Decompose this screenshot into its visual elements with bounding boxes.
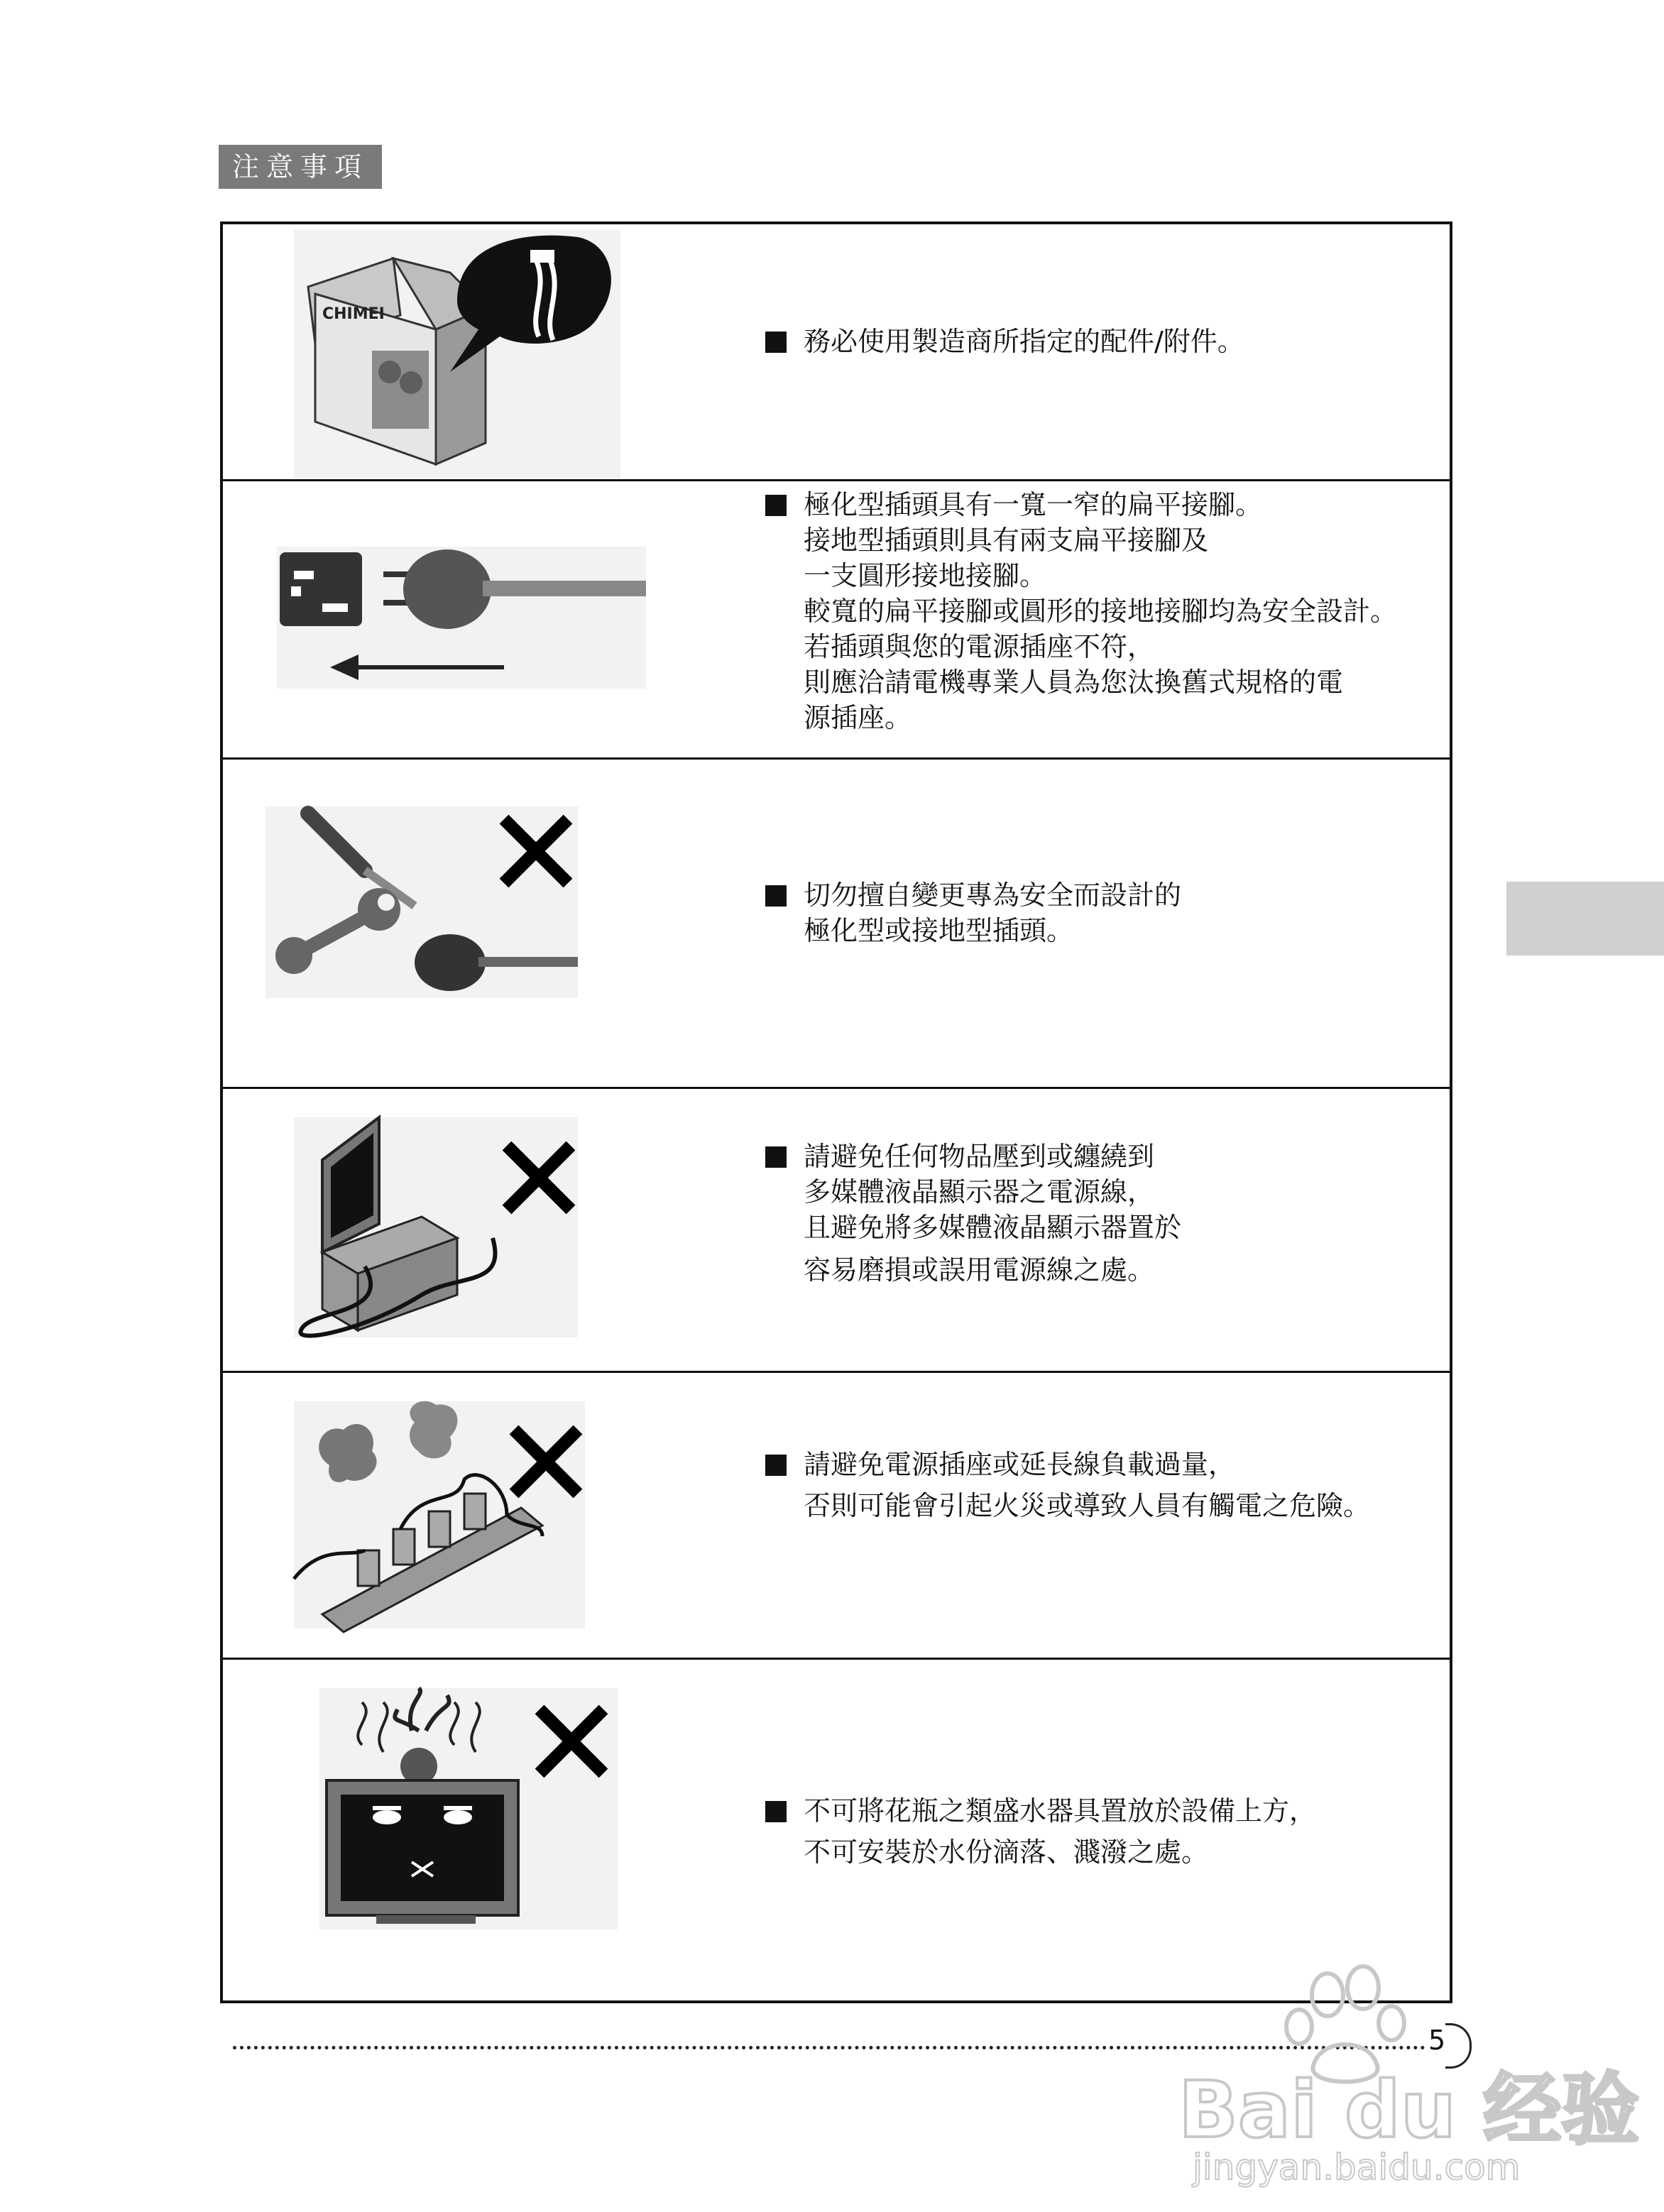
- monitor-cable-illustration: [294, 1117, 592, 1337]
- item-text-line: 一支圓形接地接腳。: [804, 560, 1047, 591]
- item-text: [765, 877, 1181, 948]
- box-brand-text: CHIMEI: [322, 305, 385, 323]
- table-row: [223, 1089, 1450, 1373]
- table-row: [223, 1660, 1450, 2000]
- tools-plug-illustration: [266, 806, 620, 1012]
- bullet-icon: [765, 1146, 787, 1168]
- bullet-icon: [765, 332, 787, 353]
- bullet-icon: [765, 495, 787, 516]
- item-text-line: 不可安裝於水份滴落、濺潑之處。: [804, 1836, 1209, 1868]
- item-text: [765, 1447, 1370, 1523]
- item-text-line: 切勿擅自變更專為安全而設計的: [765, 877, 1181, 913]
- page-number: 5: [1428, 2025, 1446, 2056]
- item-text: [765, 1139, 1181, 1288]
- item-text-line: 務必使用製造商所指定的配件/附件。: [765, 324, 1244, 359]
- item-text-line: 源插座。: [804, 702, 912, 733]
- item-text-line: 請避免任何物品壓到或纏繞到: [765, 1139, 1181, 1174]
- tv-vase-illustration: [319, 1688, 625, 1929]
- item-text-line: 接地型插頭則具有兩支扁平接腳及: [804, 525, 1209, 556]
- baidu-watermark-logo: [1178, 1959, 1640, 2188]
- table-row: [223, 1373, 1450, 1660]
- item-text: [765, 1793, 1316, 1870]
- section-title-tab: 注意事項: [219, 145, 382, 189]
- watermark-brand-text: Bai du 经验: [1178, 2064, 1640, 2155]
- item-text-line: 請避免電源插座或延長線負載過量，: [765, 1447, 1370, 1482]
- side-index-tab: [1506, 882, 1664, 956]
- item-text-line: 較寬的扁平接腳或圓形的接地接腳均為安全設計。: [804, 596, 1398, 627]
- item-text-line: 否則可能會引起火災或導致人員有觸電之危險。: [804, 1490, 1371, 1521]
- item-text-line: 容易磨損或誤用電源線之處。: [804, 1254, 1155, 1286]
- item-text-line: 則應洽請電機專業人員為您汰換舊式規格的電: [804, 667, 1344, 698]
- bullet-icon: [765, 1455, 787, 1476]
- item-text-line: 極化型插頭具有一寬一窄的扁平接腳。: [765, 487, 1397, 522]
- accessories-box-illustration: [294, 230, 620, 478]
- item-text-line: 極化型或接地型插頭。: [804, 915, 1074, 946]
- table-row: [223, 760, 1450, 1089]
- item-text: [765, 487, 1397, 735]
- table-row: [223, 224, 1450, 481]
- bullet-icon: [765, 1801, 787, 1822]
- item-text-line: 且避免將多媒體液晶顯示器置於: [804, 1212, 1182, 1243]
- watermark-url-text: jingyan.baidu.com: [1193, 2147, 1521, 2188]
- bullet-icon: [765, 885, 787, 907]
- item-text-line: 多媒體液晶顯示器之電源線，: [804, 1176, 1155, 1208]
- power-strip-illustration: [294, 1401, 599, 1628]
- item-text: [765, 324, 1244, 359]
- item-text-line: 不可將花瓶之類盛水器具置放於設備上方，: [765, 1793, 1316, 1829]
- table-row: [223, 481, 1450, 760]
- item-text-line: 若插頭與您的電源插座不符，: [804, 631, 1155, 662]
- safety-table: [220, 221, 1452, 2003]
- plug-outlet-illustration: [277, 547, 646, 689]
